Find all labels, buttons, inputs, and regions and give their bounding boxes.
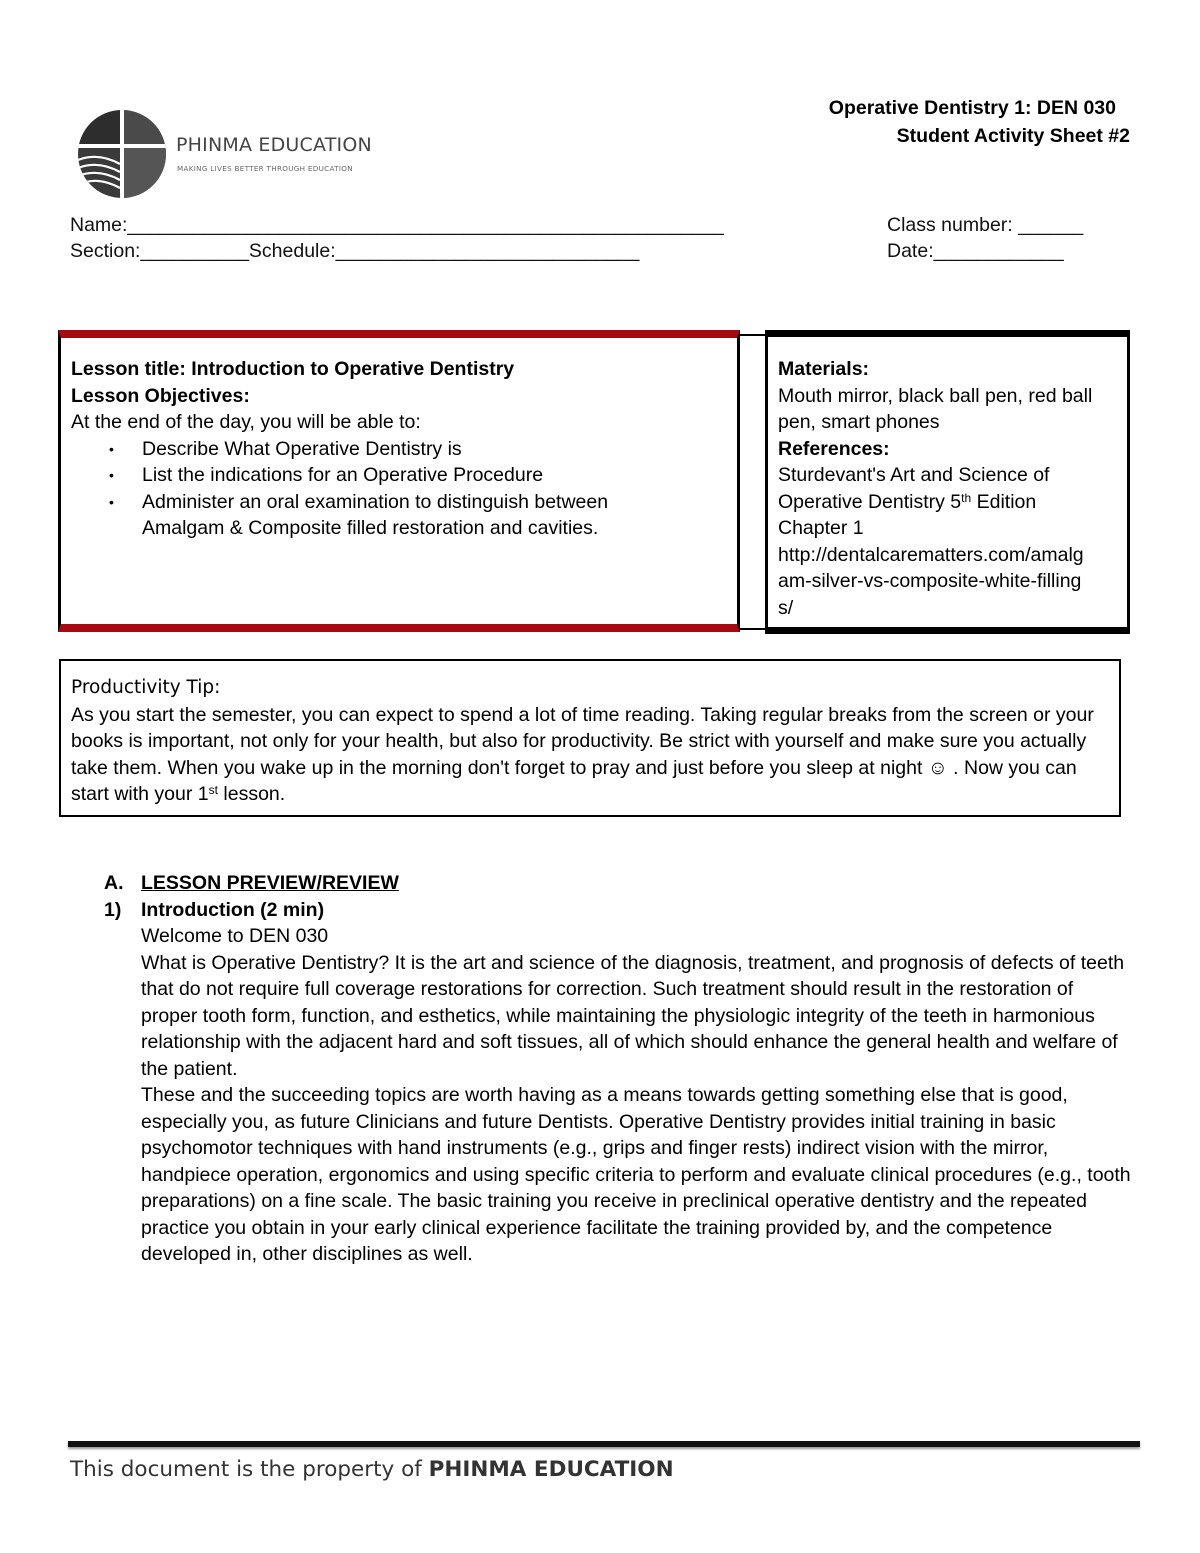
materials-heading: Materials: bbox=[778, 358, 870, 380]
reference-book bbox=[778, 462, 1117, 515]
section-letter: A. bbox=[104, 872, 124, 894]
objectives-heading: Lesson Objectives: bbox=[71, 384, 250, 407]
tip-body: As you start the semester, you can expect to spend a lot of time reading. Taking regular breaks from the screen or your books is important, not only for your health, but also for productivity. Be strict with yourself and make sure you actually take them. When you wake up in the morning don't forget to pray and just before you sleep at night ☺ . Now you can start with your 1 bbox=[71, 703, 1094, 805]
reference-url-line2[interactable]: am-silver-vs-composite-white-filling bbox=[778, 570, 1082, 592]
reference-edition: Edition bbox=[971, 490, 1037, 513]
objectives-intro: At the end of the day, you will be able to: bbox=[71, 411, 421, 433]
footer-prefix: This document is the property of bbox=[70, 1457, 429, 1482]
footer-text bbox=[70, 1457, 674, 1482]
objective-text: List the indications for an Operative Procedure bbox=[142, 464, 544, 486]
section-heading bbox=[104, 870, 1134, 897]
logo-brand: PHINMA EDUCATION bbox=[176, 134, 372, 156]
item-number: 1) bbox=[104, 898, 122, 921]
bullet-icon: • bbox=[109, 467, 114, 483]
tip-sup: st bbox=[208, 783, 218, 797]
bullet-icon: • bbox=[109, 440, 114, 457]
item-title: Introduction (2 min) bbox=[141, 898, 325, 921]
item-heading bbox=[104, 897, 1134, 924]
objective-text: Administer an oral examination to distinguish between Amalgam & Composite filled restoration and cavities. bbox=[142, 490, 609, 539]
phinma-emblem-icon bbox=[76, 108, 172, 200]
objectives-list bbox=[71, 436, 727, 542]
lesson-box bbox=[58, 330, 740, 632]
bullet-icon: • bbox=[109, 493, 114, 510]
date-field[interactable]: Date:____________ bbox=[887, 240, 1064, 262]
tip-end: lesson. bbox=[217, 783, 286, 805]
reference-edition-sup: th bbox=[961, 490, 972, 505]
lesson-title: Lesson title: Introduction to Operative Dentistry bbox=[71, 358, 515, 380]
section-title: LESSON PREVIEW/REVIEW bbox=[141, 872, 399, 894]
reference-url-line1[interactable]: http://dentalcarematters.com/amalg bbox=[778, 543, 1084, 566]
reference-book-title: Sturdevant's Art and Science of Operative Dentistry 5 bbox=[778, 464, 1050, 513]
objective-item bbox=[71, 489, 727, 542]
objective-item bbox=[71, 436, 727, 463]
section-schedule-field[interactable]: Section:__________Schedule:____________________________ bbox=[70, 240, 640, 262]
footer-rule bbox=[68, 1441, 1140, 1447]
logo-tagline: MAKING LIVES BETTER THROUGH EDUCATION bbox=[177, 164, 353, 173]
materials-box bbox=[765, 330, 1130, 634]
phinma-logo bbox=[76, 108, 376, 200]
objective-text: Describe What Operative Dentistry is bbox=[142, 437, 462, 460]
sheet-title: Student Activity Sheet #2 bbox=[896, 125, 1130, 147]
footer-owner: PHINMA EDUCATION bbox=[428, 1457, 674, 1482]
paragraph-2: These and the succeeding topics are worth having as a means towards getting something else that is good, especially you, as future Clinicians and future Dentists. Operative Dentistry provides initial training in basic psychomotor techniques with hand instruments (e.g., grips and finger rests) indirect vision with the mirror, handpiece operation, ergonomics and using specific criteria to perform and evaluate clinical procedures (e.g., tooth preparations) on a fine scale. The basic training you receive in preclinical operative dentistry and the repeated practice you obtain in your early clinical experience facilitate the training provided by, and the competence developed in, other disciplines as well. bbox=[141, 1084, 1131, 1265]
references-heading: References: bbox=[778, 437, 890, 460]
paragraph-1: What is Operative Dentistry? It is the art and science of the diagnosis, treatment, and prognosis of defects of teeth that do not require full coverage restorations for correction. Such treatment should result in the restoration of proper tooth form, function, and esthetics, while maintaining the physiologic integrity of the teeth in harmonious relationship with the adjacent hard and soft tissues, all of which should enhance the general health and welfare of the patient. bbox=[141, 951, 1125, 1080]
tip-title: Productivity Tip: bbox=[71, 677, 221, 698]
materials-text: Mouth mirror, black ball pen, red ball pen, smart phones bbox=[778, 384, 1093, 433]
name-field[interactable]: Name:_______________________________________________________ bbox=[70, 214, 724, 236]
reference-chapter: Chapter 1 bbox=[778, 517, 864, 539]
productivity-tip-box bbox=[59, 659, 1121, 817]
course-title: Operative Dentistry 1: DEN 030 bbox=[828, 97, 1116, 119]
class-number-field[interactable]: Class number: ______ bbox=[887, 214, 1084, 236]
lesson-preview-section bbox=[104, 870, 1134, 1268]
welcome-text: Welcome to DEN 030 bbox=[141, 925, 329, 947]
box-connector bbox=[740, 334, 766, 630]
reference-url-line3[interactable]: s/ bbox=[778, 596, 794, 619]
tip-text bbox=[71, 702, 1109, 808]
objective-item bbox=[71, 462, 727, 489]
